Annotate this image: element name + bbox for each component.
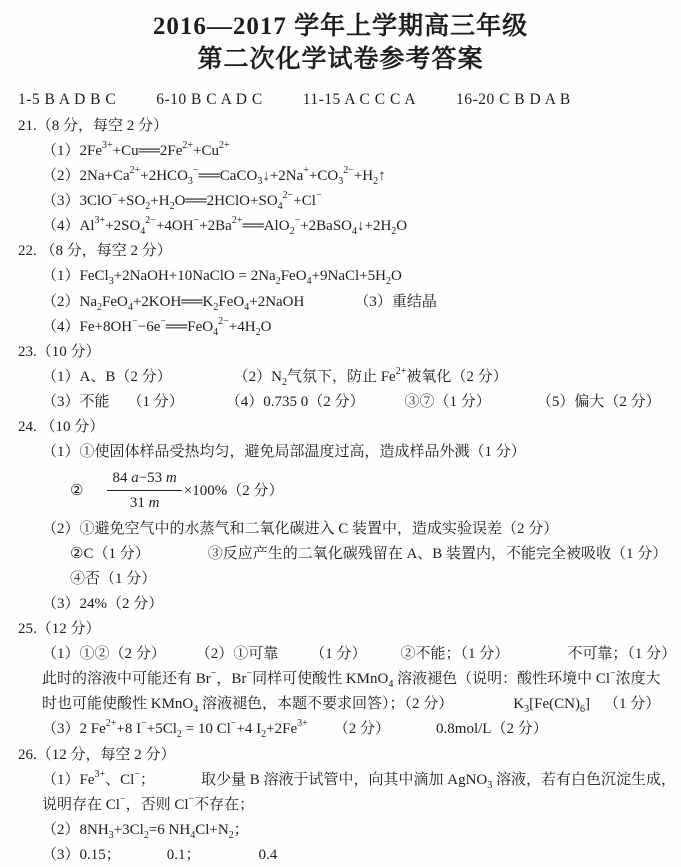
text-segment: $(2)Na_2FeO_4+2KOH══K_2FeO_4+2NaOH$: [42, 293, 305, 313]
answer-line: [0, 465, 681, 517]
document-lines: [0, 114, 681, 867]
text-segment: 不可靠；（1 分）: [567, 646, 677, 663]
answer-line: [0, 617, 681, 642]
answer-line: [0, 517, 681, 542]
text-segment: （3）0.15；: [42, 846, 121, 863]
answer-line: [0, 692, 681, 717]
text-segment: （2）①可靠: [195, 646, 279, 663]
answer-line: [0, 289, 681, 314]
text-segment: 24. （10 分）: [18, 418, 105, 435]
exam-title-line1: 2016—2017 学年上学期高三年级: [152, 13, 529, 40]
text-segment: ④否（1 分）: [70, 571, 157, 588]
fraction-expression: [107, 468, 181, 513]
answer-line: [0, 567, 681, 592]
mcq-answers-6-10: 6-10 B C A D C: [156, 91, 263, 108]
answer-line: [0, 114, 681, 139]
fraction-numerator: 84 a−53 m: [107, 468, 181, 491]
exam-title-line2: 第二次化学试卷参考答案: [197, 46, 484, 73]
text-segment: $(2)2Na+Ca^{2+}+2HCO_3^-══CaCO_3↓+2Na^++CO_3^{2-}+H_2↑$: [42, 165, 386, 188]
text-segment: $(4)Fe+8OH^--6e^-══FeO_4^{2-}+4H_2O$: [42, 315, 272, 338]
text-segment: ②: [70, 482, 84, 499]
text-segment: ③⑦（1 分）: [404, 393, 491, 410]
answer-line: [0, 768, 681, 793]
answer-line: [0, 340, 681, 365]
mcq-answers-16-20: 16-20 C B D A B: [456, 91, 571, 108]
mcq-answers-11-15: 11-15 A C C C A: [302, 91, 417, 108]
answer-line: [0, 592, 681, 617]
text-segment: ②不能；（1 分）: [400, 646, 510, 663]
text-segment: （4）0.735 0（2 分）: [225, 393, 365, 410]
text-segment: 25.（12 分）: [18, 621, 101, 638]
answer-line: [0, 189, 681, 214]
text-segment: 21.（8 分，每空 2 分）: [18, 118, 169, 135]
text-segment: 0.1；: [166, 846, 201, 863]
text-segment: （3）重结晶: [354, 293, 437, 310]
text-segment: （5）偏大（2 分）: [536, 393, 661, 410]
text-segment: $K_3[Fe(CN)_6]$: [513, 696, 590, 716]
text-segment: 取少量 B 溶液于试管中，向其中滴加 AgNO$_3$ 溶液，若有白色沉淀生成，: [201, 771, 677, 791]
answer-line: [0, 717, 681, 742]
text-segment: 0.4: [258, 846, 278, 863]
text-segment: （3）不能: [42, 393, 110, 410]
text-segment: 说明存在 Cl−，否则 Cl−不存在；: [42, 793, 255, 813]
text-segment: （3）2 $Fe^{2+}+8$ $I^-+5Cl_2 = 10$ Cl−+4 $I_2+2Fe^{3+}$: [42, 718, 308, 741]
answer-line: [0, 818, 681, 843]
answer-line: [0, 415, 681, 440]
answer-line: [0, 365, 681, 390]
answer-line: [0, 542, 681, 567]
text-segment: 时也可能使酸性 KMnO$_4$ 溶液褪色，本题不要求回答）；（2 分）: [42, 696, 454, 716]
text-segment: （2 分）: [333, 721, 391, 738]
fraction-denominator: 31 m: [129, 495, 160, 512]
text-segment: $(3)3ClO^-+SO_2+H_2O══2HClO+SO_4^{2-}+Cl^-$: [42, 190, 322, 213]
text-segment: $(1)2Fe^{3+}+Cu══2Fe^{2+}+Cu^{2+}$: [42, 140, 230, 160]
answer-line: [0, 390, 681, 415]
answer-line: [0, 793, 681, 818]
mcq-answers-1-5: 1-5 B A D B C: [18, 91, 117, 108]
text-segment: （1 分）: [127, 393, 184, 410]
text-segment: 0.8mol/L（2 分）: [436, 721, 548, 738]
text-segment: ×100%（2 分）: [183, 482, 284, 499]
answer-line: [0, 164, 681, 189]
text-segment: ②C（1 分）: [70, 546, 150, 562]
answer-line: [0, 139, 681, 164]
text-segment: （1 分）: [310, 646, 367, 663]
text-segment: 此时的溶液中可能还有 Br−，Br−同样可使酸性 KMnO$_4$ 溶液褪色（说明：酸性环境中 Cl−浓度大: [42, 668, 661, 691]
text-segment: $(4)Al^{3+}+2SO_4^{2-}+4OH^-+2Ba^{2+}══AlO_2^-+2BaSO_4↓+2H_2O$: [42, 215, 408, 238]
text-segment: （3）24%（2 分）: [42, 596, 164, 613]
mcq-answers-row: [0, 88, 681, 112]
answer-line: [0, 239, 681, 264]
text-segment: （1）FeCl$_3$+2NaOH+10NaClO = $2Na_2FeO_4+9NaCl+5H_2O$: [42, 268, 402, 288]
text-segment: （1）①②（2 分）: [42, 646, 166, 663]
answer-line: [0, 315, 681, 340]
answer-line: [0, 214, 681, 239]
answer-line: [0, 667, 681, 692]
text-segment: $(2)N_2$气氛下，防止 $Fe^{2+}$被氧化（2 分）: [233, 365, 508, 388]
answer-line: [0, 843, 681, 867]
answer-line: [0, 440, 681, 465]
answer-line: [0, 264, 681, 289]
text-segment: （1）①使固体样品受热均匀，避免局部温度过高，造成样品外溅（1 分）: [42, 443, 526, 460]
text-segment: （2）①避免空气中的水蒸气和二氧化碳进入 C 装置中，造成实验误差（2 分）: [42, 520, 559, 537]
text-segment: 23.（10 分）: [18, 343, 101, 360]
answer-line: [0, 642, 681, 667]
answer-line: [0, 742, 681, 767]
text-segment: $(1)Fe^{3+}$、Cl−；: [42, 768, 155, 788]
text-segment: （1）A、B（2 分）: [42, 368, 172, 385]
text-segment: 26.（12 分，每空 2 分）: [18, 746, 176, 763]
text-segment: $(2)8NH_3+3Cl_2=6$ $NH_4Cl+N_2$；: [42, 821, 249, 841]
text-segment: （1 分）: [603, 696, 661, 713]
text-segment: ③反应产生的二氧化碳残留在 A、B 装置内，不能完全被吸收（1 分）: [207, 546, 668, 562]
text-segment: 22. （8 分，每空 2 分）: [18, 243, 172, 260]
